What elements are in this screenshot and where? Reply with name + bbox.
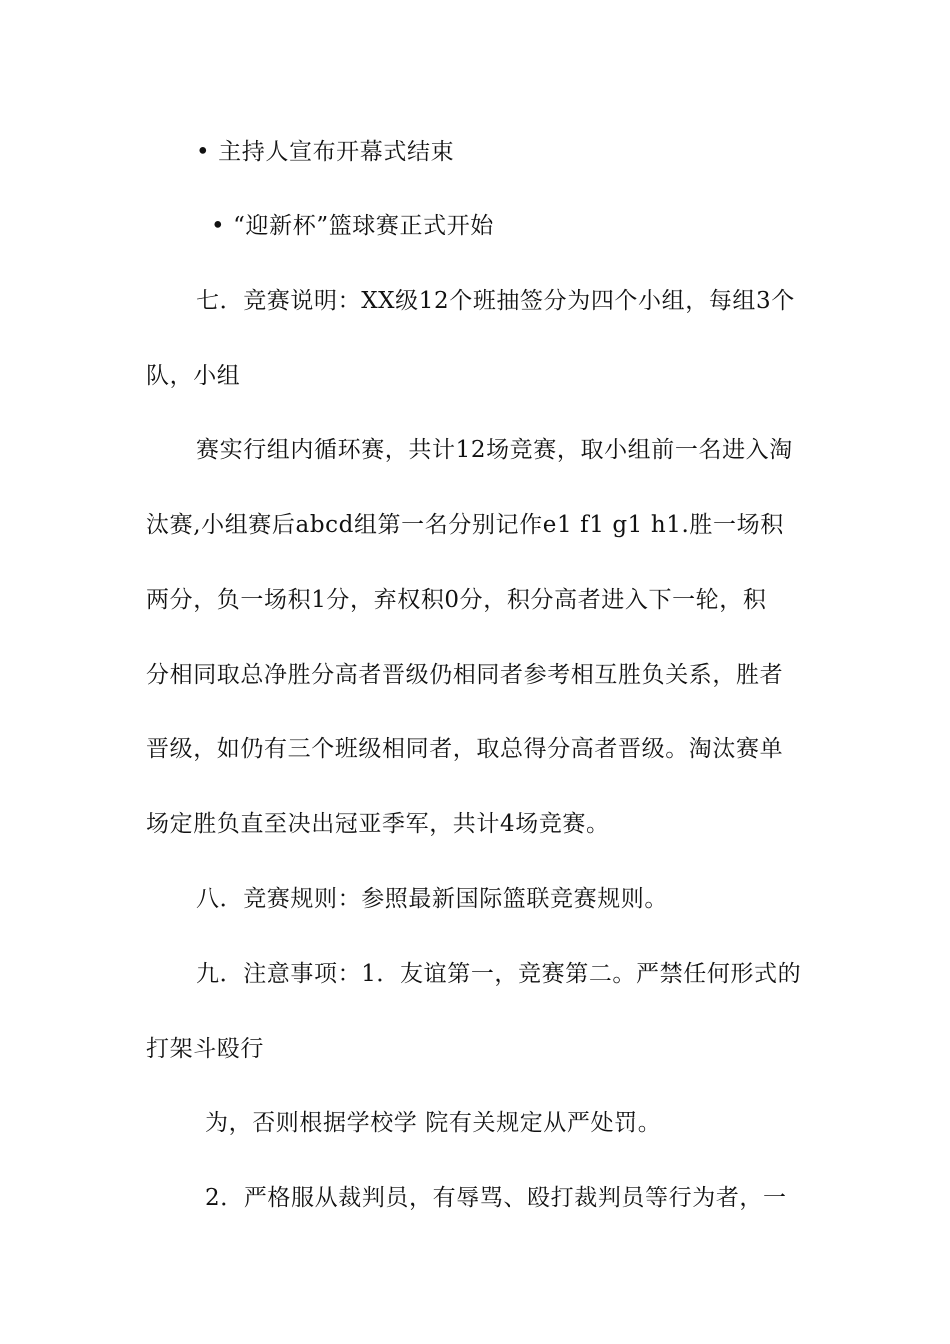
paragraph-line: 为，否则根据学校学 院有关规定从严处罚。 [205, 1110, 662, 1136]
paragraph-line: 2．严格服从裁判员，有辱骂、殴打裁判员等行为者，一 [205, 1185, 787, 1211]
paragraph-line: 场定胜负直至决出冠亚季军，共计4场竞赛。 [146, 811, 610, 837]
paragraph-line: 赛实行组内循环赛，共计12场竞赛，取小组前一名进入淘 [196, 437, 793, 463]
bullet-text: 主持人宣布开幕式结束 [218, 139, 455, 165]
section-rules: 八．竞赛规则：参照最新国际篮联竞赛规则。 [196, 886, 668, 912]
bullet-dot-icon: • [196, 139, 211, 165]
paragraph-line: 队，小组 [146, 363, 241, 389]
bullet-text: “迎新杯”篮球赛正式开始 [233, 213, 494, 239]
paragraph-line: 两分，负一场积1分，弃权积0分，积分高者进入下一轮，积 [146, 587, 767, 613]
paragraph-line: 晋级，如仍有三个班级相同者，取总得分高者晋级。淘汰赛单 [146, 736, 784, 762]
paragraph-line: 分相同取总净胜分高者晋级仍相同者参考相互胜负关系，胜者 [146, 662, 784, 688]
paragraph-line: 七．竞赛说明：XX级12个班抽签分为四个小组，每组3个 [196, 288, 795, 314]
bullet-item-start [211, 211, 494, 241]
bullet-dot-icon: • [211, 213, 226, 239]
paragraph-line: 打架斗殴行 [146, 1036, 264, 1062]
paragraph-line: 汰赛,小组赛后abcd组第一名分别记作e1 f1 g1 h1.胜一场积 [146, 512, 784, 538]
section-notes: 九．注意事项：1．友谊第一，竞赛第二。严禁任何形式的 [196, 961, 802, 987]
bullet-item-closing [196, 137, 454, 167]
